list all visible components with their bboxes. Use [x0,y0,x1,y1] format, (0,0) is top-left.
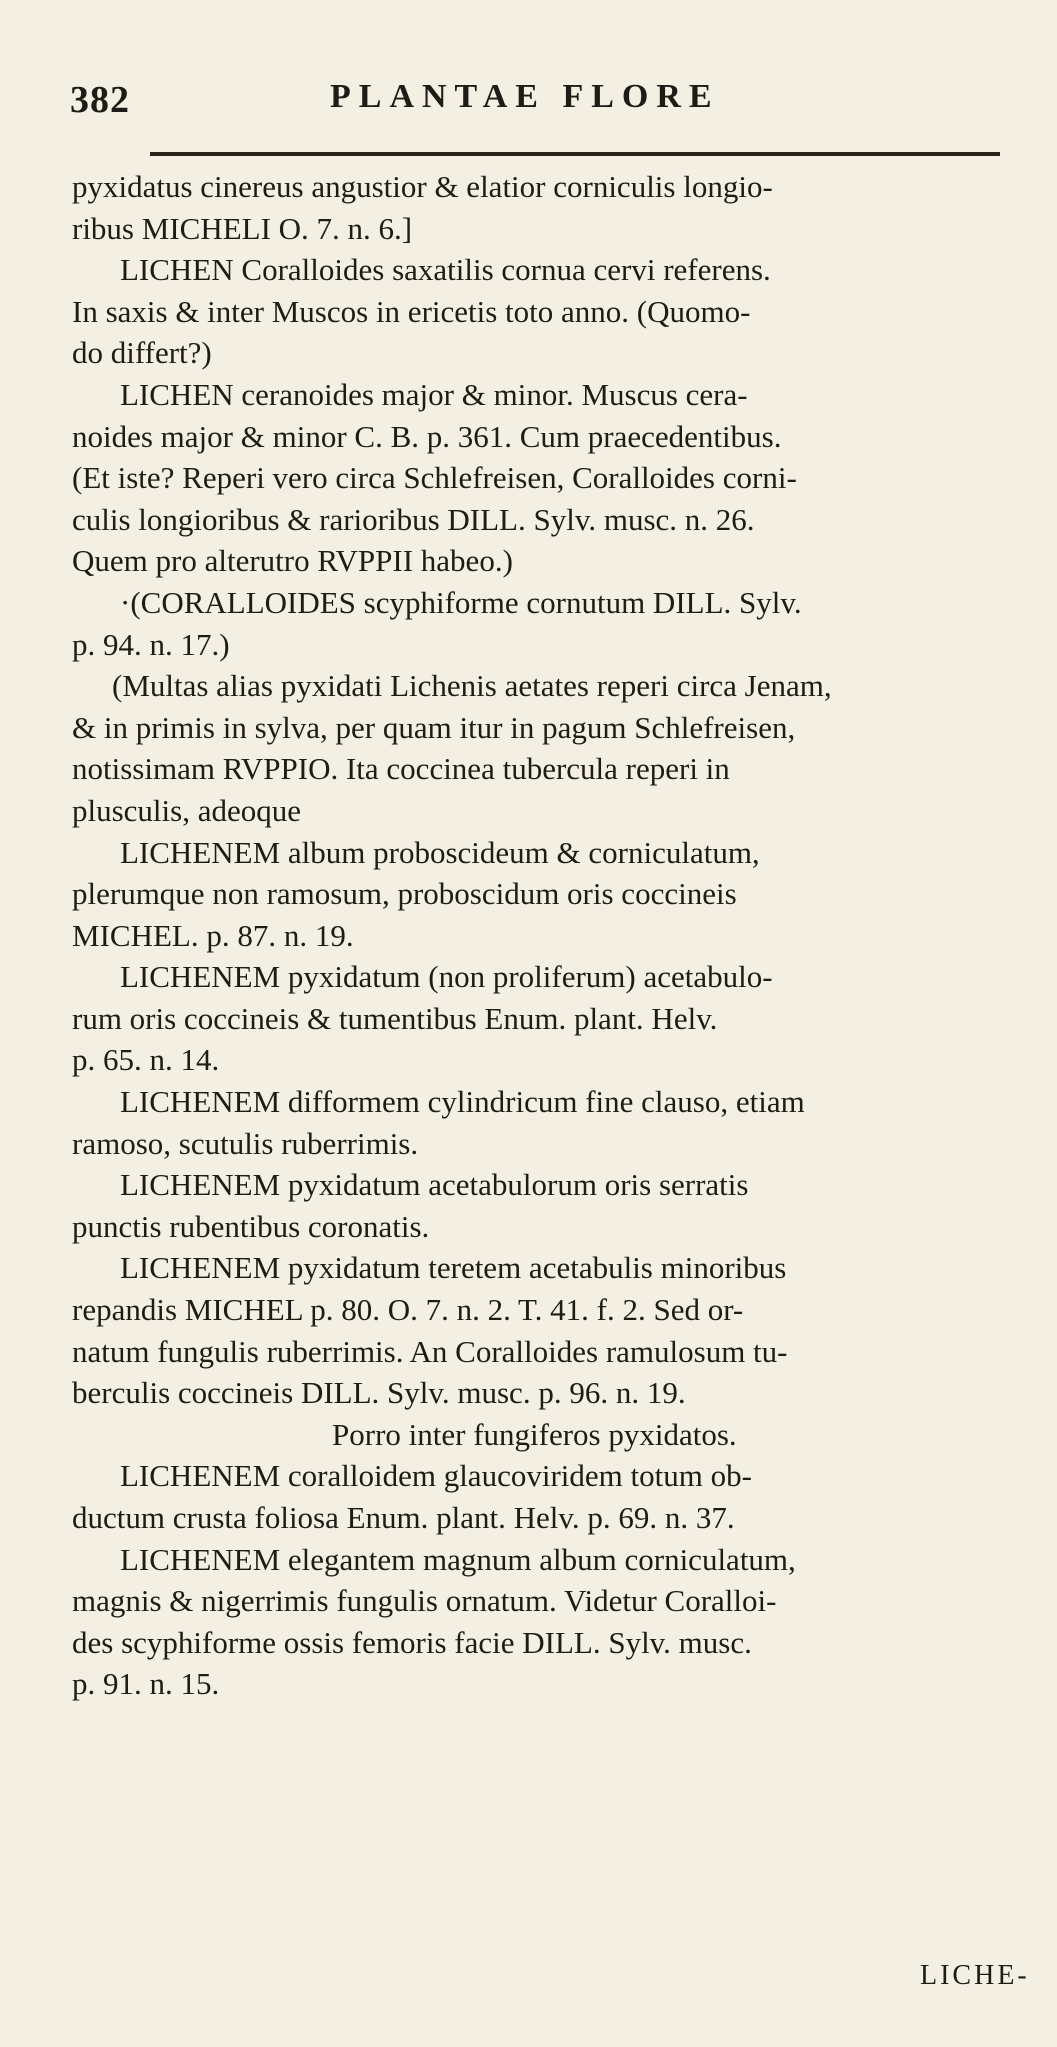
text-line: & in primis in sylva, per quam itur in pagum Schlefreisen, [72,709,796,745]
text-line: ribus MICHELI O. 7. n. 6.] [72,210,413,246]
text-line: LICHENEM difformem cylindricum fine clauso, etiam [120,1084,805,1120]
text-line: rum oris coccineis & tumentibus Enum. plant. Helv. [72,1000,718,1036]
text-line: repandis MICHEL p. 80. O. 7. n. 2. T. 41. f. 2. Sed or- [72,1292,744,1328]
text-line: LICHENEM pyxidatum (non proliferum) acetabulo- [120,959,773,995]
text-line: magnis & nigerrimis fungulis ornatum. Videtur Coralloi- [72,1583,777,1619]
text-line: p. 94. n. 17.) [72,626,230,662]
catchword: LICHE- [920,1960,1030,1991]
text-line: p. 65. n. 14. [72,1042,220,1078]
text-line: ductum crusta foliosa Enum. plant. Helv. p. 69. n. 37. [72,1500,735,1535]
text-line: (Et iste? Reperi vero circa Schlefreisen, Coralloides corni- [72,460,797,496]
text-line: plusculis, adeoque [72,792,302,828]
text-line: Quem pro alterutro RVPPII habeo.) [72,543,513,579]
text-line: Porro inter fungiferos pyxidatos. [332,1416,737,1452]
text-line: plerumque non ramosum, proboscidum oris coccineis [72,876,737,912]
text-line: punctis rubentibus coronatis. [72,1208,430,1244]
text-line: (Multas alias pyxidati Lichenis aetates reperi circa Jenam, [112,668,832,704]
text-line: notissimam RVPPIO. Ita coccinea tubercula reperi in [72,751,730,787]
text-line: LICHENEM album proboscideum & corniculatum, [120,834,760,870]
text-line: noides major & minor C. B. p. 361. Cum praecedentibus. [72,418,782,454]
page-number: 382 [70,79,130,121]
text-line: p. 91. n. 15. [72,1666,220,1702]
text-line: natum fungulis ruberrimis. An Coralloides ramulosum tu- [72,1333,788,1369]
text-line: pyxidatus cinereus angustior & elatior corniculis longio- [72,169,773,204]
text-line: LICHENEM pyxidatum acetabulorum oris serratis [120,1167,749,1203]
text-line: ·(CORALLOIDES scyphiforme cornutum DILL. Sylv. [120,584,802,620]
text-line: LICHEN ceranoides major & minor. Muscus cera- [120,376,748,412]
page-header [70,72,1000,132]
text-line: des scyphiforme ossis femoris facie DILL. Sylv. musc. [72,1624,752,1660]
text-line: In saxis & inter Muscos in ericetis toto anno. (Quomo- [72,293,751,329]
text-line: LICHEN Coralloides saxatilis cornua cervi referens. [120,252,771,288]
text-line: berculis coccineis DILL. Sylv. musc. p. 96. n. 19. [72,1375,686,1411]
text-line: ramoso, scutulis ruberrimis. [72,1125,419,1161]
text-line: culis longioribus & rarioribus DILL. Sylv. musc. n. 26. [72,501,755,537]
text-line: do differt?) [72,335,212,371]
text-line: MICHEL. p. 87. n. 19. [72,917,354,953]
text-line: LICHENEM pyxidatum teretem acetabulis minoribus [120,1250,787,1286]
header-rule [150,152,1000,156]
body-text [72,166,1002,1705]
text-line: LICHENEM coralloidem glaucoviridem totum ob- [120,1458,752,1494]
text-line: LICHENEM elegantem magnum album corniculatum, [120,1541,796,1577]
running-head: PLANTAE FLORE [330,78,720,115]
